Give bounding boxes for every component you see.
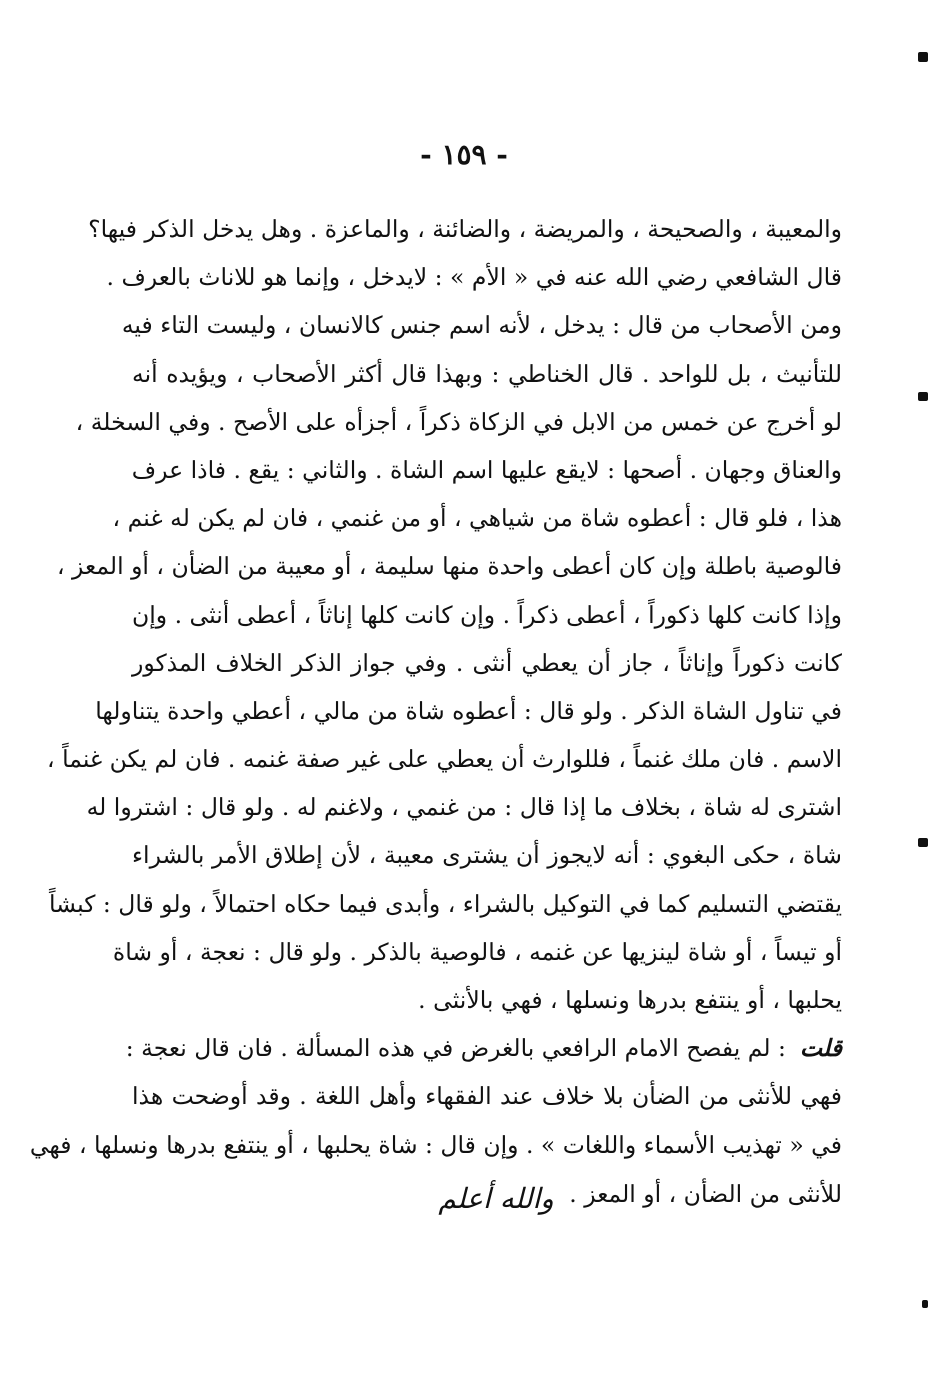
- body-text: [29, 205, 842, 1217]
- note-first-line: [125, 1024, 842, 1072]
- text-line: وإذا كانت كلها ذكوراً ، أعطى ذكراً . وإن كانت كلها إناثاً ، أعطى أنثى . وإن: [132, 600, 842, 629]
- scan-edge-mark: [922, 1300, 928, 1308]
- text-line: أو تيساً ، أو شاة لينزيها عن غنمه ، فالوصية بالذكر . ولو قال : نعجة ، أو شاة: [112, 937, 842, 966]
- note-last-line: [132, 1169, 842, 1217]
- text-line: يحلبها ، أو ينتفع بدرها ونسلها ، فهي بالأنثى .: [418, 986, 842, 1014]
- note-lead-word: قلت: [799, 1034, 842, 1063]
- text-line: فالوصية باطلة وإن كان أعطى واحدة منها سليمة ، أو معيبة من الضأن ، أو المعز ،: [56, 552, 842, 581]
- note-line: في « تهذيب الأسماء واللغات » . وإن قال : شاة يحلبها ، أو ينتفع بدرها ونسلها ، فهي: [29, 1130, 842, 1159]
- text-line: كانت ذكوراً وإناثاً ، جاز أن يعطي أنثى . وفي جواز الذكر الخلاف المذكور: [132, 648, 842, 677]
- text-line: والعناق وجهان . أصحها : لايقع عليها اسم الشاة . والثاني : يقع . فاذا عرف: [131, 455, 842, 484]
- note-line: فهي للأنثى من الضأن بلا خلاف عند الفقهاء وأهل اللغة . وقد أوضحت هذا: [132, 1082, 842, 1111]
- note-line: للأنثى من الضأن ، أو المعز .: [569, 1179, 842, 1208]
- text-line: الاسم . فان ملك غنماً ، فللوارث أن يعطي على غير صفة غنمه . فان لم يكن غنماً ،: [47, 745, 842, 774]
- text-line: للتأنيث ، بل للواحد . قال الخناطي : وبهذا قال أكثر الأصحاب ، ويؤيده أنه: [132, 359, 842, 388]
- scan-edge-mark: [918, 392, 928, 401]
- text-line: في تناول الشاة الذكر . ولو قال : أعطوه شاة من مالي ، أعطي واحدة يتناولها: [95, 696, 842, 725]
- text-line: هذا ، فلو قال : أعطوه شاة من شياهي ، أو من غنمي ، فان لم يكن له غنم ،: [112, 504, 842, 533]
- text-line: لو أخرج عن خمس من الابل في الزكاة ذكراً ، أجزأه على الأصح . وفي السخلة ،: [75, 407, 842, 436]
- text-line: والمعيبة ، والصحيحة ، والمريضة ، والضائنة ، والماعزة . وهل يدخل الذكر فيها؟: [88, 215, 842, 243]
- text-line: شاة ، حكى البغوي : أنه لايجوز أن يشترى معيبة ، لأن إطلاق الأمر بالشراء: [132, 841, 842, 870]
- scan-edge-mark: [918, 838, 928, 847]
- text-line: يقتضي التسليم كما في التوكيل بالشراء ، وأبدى فيما حكاه احتمالاً ، ولو قال : كبشاً: [48, 889, 842, 918]
- closing-phrase: والله أعلم: [438, 1181, 554, 1215]
- text-line: اشترى له شاة ، بخلاف ما إذا قال : من غنمي ، ولاغنم له . ولو قال : اشتروا له: [86, 793, 842, 822]
- note-line: : لم يفصح الامام الرافعي بالغرض في هذه المسألة . فان قال نعجة :: [125, 1034, 786, 1063]
- page-number: - ١٥٩ -: [420, 138, 508, 171]
- text-line: قال الشافعي رضي الله عنه في « الأم » : لايدخل ، وإنما هو للاناث بالعرف .: [106, 263, 842, 292]
- scan-edge-mark: [918, 52, 928, 62]
- text-line: ومن الأصحاب من قال : يدخل ، لأنه اسم جنس كالانسان ، وليست التاء فيه: [121, 311, 842, 340]
